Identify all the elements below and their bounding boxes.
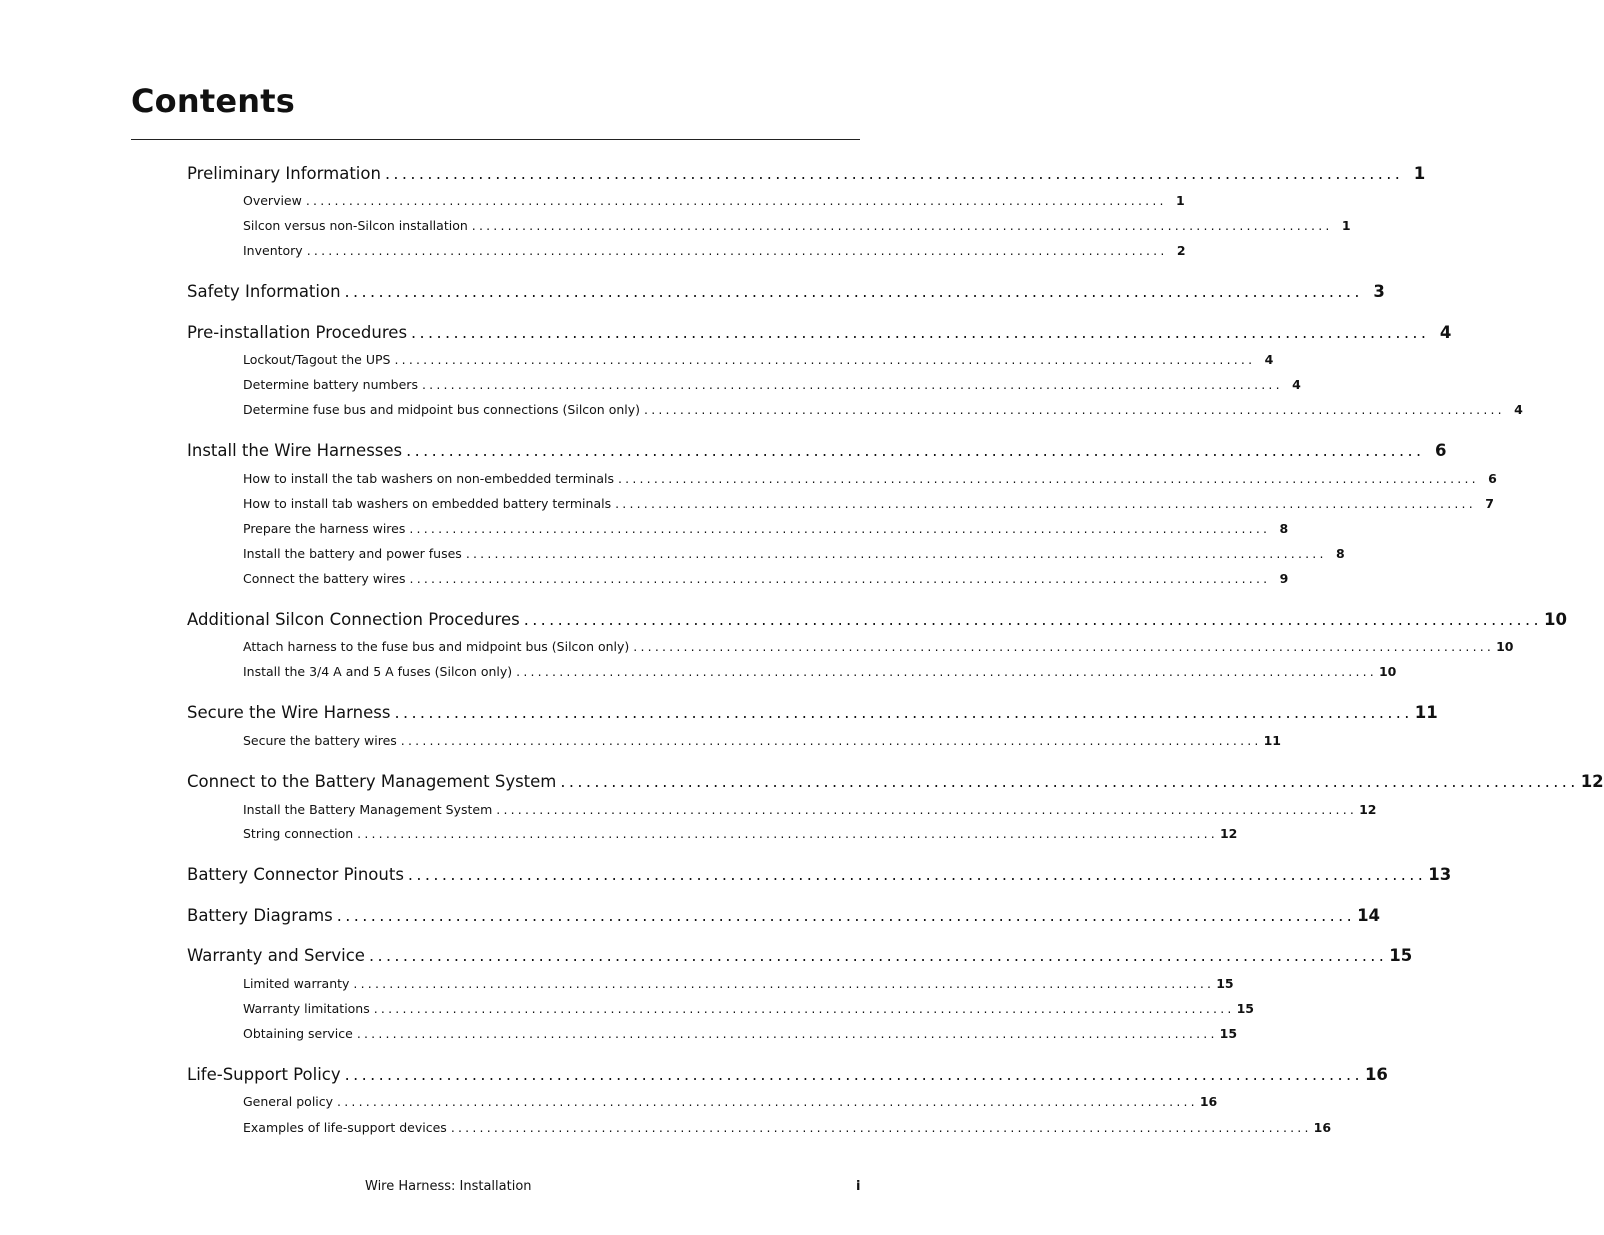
toc-entry-page-number: 4 xyxy=(1264,352,1274,367)
toc-entry-title: Connect to the Battery Management System xyxy=(187,772,557,791)
toc-entry-page-number: 16 xyxy=(1199,1094,1218,1109)
toc-section-entry[interactable] xyxy=(243,1120,1332,1135)
toc-entry-title: Determine battery numbers xyxy=(243,377,418,392)
toc-entry-title: Silcon versus non-Silcon installation xyxy=(243,218,468,233)
toc-entry-title: Install the 3/4 A and 5 A fuses (Silcon only) xyxy=(243,664,513,679)
toc-entry-title: Preliminary Information xyxy=(187,164,381,183)
toc-entry-title: General policy xyxy=(243,1094,334,1109)
toc-entry-page-number: 6 xyxy=(1488,471,1497,486)
dot-leader: ........................................................................................................................ xyxy=(337,1094,1198,1109)
dot-leader: ........................................................................................................................ xyxy=(617,471,1479,486)
page-title: Contents xyxy=(131,82,295,120)
toc-chapter-entry[interactable] xyxy=(187,1065,1388,1084)
dot-leader: ........................................................................................................................ xyxy=(373,1001,1235,1016)
toc-section-entry[interactable] xyxy=(243,1094,1218,1109)
toc-chapter-entry[interactable] xyxy=(187,772,1604,791)
toc-section-entry[interactable] xyxy=(243,571,1289,586)
dot-leader: ........................................................................................................................ xyxy=(523,610,1543,629)
toc-section-entry[interactable] xyxy=(243,243,1186,258)
toc-entry-page-number: 4 xyxy=(1292,377,1301,392)
toc-entry-title: Warranty limitations xyxy=(243,1001,370,1016)
toc-entry-title: Warranty and Service xyxy=(187,946,365,965)
toc-section-entry[interactable] xyxy=(243,826,1238,841)
dot-leader: ........................................................................................................................ xyxy=(560,772,1579,791)
toc-section-entry[interactable] xyxy=(243,471,1497,486)
toc-entry-title: Determine fuse bus and midpoint bus connections (Silcon only) xyxy=(243,402,641,417)
toc-section-entry[interactable] xyxy=(243,1026,1238,1041)
toc-entry-page-number: 16 xyxy=(1364,1065,1388,1084)
toc-section-entry[interactable] xyxy=(243,496,1494,511)
toc-entry-page-number: 12 xyxy=(1359,802,1377,817)
toc-chapter-entry[interactable] xyxy=(187,610,1567,629)
toc-entry-title: Secure the battery wires xyxy=(243,733,397,748)
toc-entry-page-number: 8 xyxy=(1335,546,1345,561)
toc-chapter-entry[interactable] xyxy=(187,164,1426,183)
toc-section-entry[interactable] xyxy=(243,802,1377,817)
title-divider xyxy=(131,139,860,140)
toc-entry-title: String connection xyxy=(243,826,354,841)
toc-entry-page-number: 15 xyxy=(1236,1001,1254,1016)
toc-entry-title: Install the Battery Management System xyxy=(243,802,493,817)
toc-entry-page-number: 10 xyxy=(1496,639,1514,654)
toc-chapter-entry[interactable] xyxy=(187,906,1381,925)
toc-section-entry[interactable] xyxy=(243,733,1282,748)
toc-entry-title: Battery Diagrams xyxy=(187,906,333,925)
toc-entry-page-number: 4 xyxy=(1514,402,1523,417)
toc-chapter-entry[interactable] xyxy=(187,323,1452,342)
dot-leader: ........................................................................................................................ xyxy=(353,976,1215,991)
toc-entry-title: Examples of life-support devices xyxy=(243,1120,447,1135)
toc-section-entry[interactable] xyxy=(243,976,1234,991)
dot-leader: ........................................................................................................................ xyxy=(409,521,1271,536)
footer-page-number: i xyxy=(856,1179,861,1194)
toc-entry-page-number: 3 xyxy=(1373,282,1385,301)
toc-chapter-entry[interactable] xyxy=(187,282,1385,301)
toc-entry-title: Inventory xyxy=(243,243,303,258)
dot-leader: ........................................................................................................................ xyxy=(633,639,1495,654)
toc-entry-page-number: 10 xyxy=(1544,610,1567,629)
dot-leader: ........................................................................................................................ xyxy=(336,906,1356,925)
toc-entry-title: Secure the Wire Harness xyxy=(187,703,391,722)
dot-leader: ........................................................................................................................ xyxy=(465,546,1327,561)
toc-chapter-entry[interactable] xyxy=(187,703,1438,722)
toc-entry-page-number: 1 xyxy=(1175,193,1185,208)
dot-leader: ........................................................................................................................ xyxy=(496,802,1358,817)
toc-section-entry[interactable] xyxy=(243,402,1523,417)
dot-leader: ........................................................................................................................ xyxy=(421,377,1283,392)
toc-entry-page-number: 12 xyxy=(1219,826,1238,841)
dot-leader: ........................................................................................................................ xyxy=(394,352,1256,367)
toc-entry-title: Prepare the harness wires xyxy=(243,521,406,536)
toc-entry-page-number: 8 xyxy=(1279,521,1289,536)
toc-entry-page-number: 1 xyxy=(1413,164,1426,183)
dot-leader: ........................................................................................................................ xyxy=(394,703,1413,722)
toc-entry-title: How to install tab washers on embedded battery terminals xyxy=(243,496,612,511)
toc-entry-title: Obtaining service xyxy=(243,1026,353,1041)
toc-section-entry[interactable] xyxy=(243,193,1185,208)
toc-chapter-entry[interactable] xyxy=(187,946,1413,965)
dot-leader: ........................................................................................................................ xyxy=(344,1065,1363,1084)
toc-entry-title: Lockout/Tagout the UPS xyxy=(243,352,391,367)
toc-entry-page-number: 15 xyxy=(1389,946,1413,965)
toc-entry-page-number: 10 xyxy=(1378,664,1397,679)
toc-entry-title: Life-Support Policy xyxy=(187,1065,341,1084)
toc-entry-page-number: 16 xyxy=(1313,1120,1332,1135)
toc-entry-page-number: 15 xyxy=(1219,1026,1238,1041)
toc-entry-page-number: 6 xyxy=(1434,441,1447,460)
dot-leader: ........................................................................................................................ xyxy=(407,865,1427,884)
toc-entry-title: Safety Information xyxy=(187,282,341,301)
toc-entry-page-number: 12 xyxy=(1580,772,1604,791)
toc-entry-page-number: 1 xyxy=(1341,218,1351,233)
toc-entry-title: Install the Wire Harnesses xyxy=(187,441,403,460)
toc-section-entry[interactable] xyxy=(243,218,1351,233)
toc-entry-page-number: 11 xyxy=(1263,733,1282,748)
toc-section-entry[interactable] xyxy=(243,521,1289,536)
dot-leader: ........................................................................................................................ xyxy=(384,164,1404,183)
toc-entry-title: How to install the tab washers on non-embedded terminals xyxy=(243,471,614,486)
toc-entry-page-number: 9 xyxy=(1279,571,1289,586)
toc-section-entry[interactable] xyxy=(243,664,1397,679)
toc-entry-page-number: 7 xyxy=(1485,496,1494,511)
dot-leader: ........................................................................................................................ xyxy=(306,243,1168,258)
dot-leader: ........................................................................................................................ xyxy=(344,282,1363,301)
toc-entry-title: Overview xyxy=(243,193,302,208)
toc-entry-title: Limited warranty xyxy=(243,976,350,991)
dot-leader: ........................................................................................................................ xyxy=(471,218,1333,233)
toc-section-entry[interactable] xyxy=(243,1001,1254,1016)
toc-chapter-entry[interactable] xyxy=(187,441,1447,460)
toc-entry-page-number: 2 xyxy=(1176,243,1186,258)
toc-entry-title: Connect the battery wires xyxy=(243,571,406,586)
dot-leader: ........................................................................................................................ xyxy=(516,664,1377,679)
toc-entry-title: Battery Connector Pinouts xyxy=(187,865,404,884)
toc-chapter-entry[interactable] xyxy=(187,865,1452,884)
dot-leader: ........................................................................................................................ xyxy=(356,1026,1218,1041)
toc-entry-title: Attach harness to the fuse bus and midpoint bus (Silcon only) xyxy=(243,639,630,654)
toc-entry-page-number: 15 xyxy=(1216,976,1234,991)
dot-leader: ........................................................................................................................ xyxy=(450,1120,1312,1135)
dot-leader: ........................................................................................................................ xyxy=(305,193,1167,208)
toc-section-entry[interactable] xyxy=(243,546,1345,561)
toc-entry-title: Additional Silcon Connection Procedures xyxy=(187,610,520,629)
toc-entry-page-number: 14 xyxy=(1357,906,1381,925)
toc-entry-page-number: 4 xyxy=(1439,323,1452,342)
dot-leader: ........................................................................................................................ xyxy=(368,946,1388,965)
toc-section-entry[interactable] xyxy=(243,377,1301,392)
dot-leader: ........................................................................................................................ xyxy=(409,571,1271,586)
dot-leader: ........................................................................................................................ xyxy=(411,323,1430,342)
toc-entry-title: Pre-installation Procedures xyxy=(187,323,408,342)
dot-leader: ........................................................................................................................ xyxy=(357,826,1218,841)
footer-document-title: Wire Harness: Installation xyxy=(365,1179,532,1194)
toc-section-entry[interactable] xyxy=(243,639,1514,654)
toc-entry-page-number: 13 xyxy=(1428,865,1452,884)
dot-leader: ........................................................................................................................ xyxy=(644,402,1505,417)
toc-section-entry[interactable] xyxy=(243,352,1274,367)
dot-leader: ........................................................................................................................ xyxy=(400,733,1262,748)
toc-entry-page-number: 11 xyxy=(1414,703,1438,722)
dot-leader: ........................................................................................................................ xyxy=(615,496,1476,511)
toc-entry-title: Install the battery and power fuses xyxy=(243,546,462,561)
dot-leader: ........................................................................................................................ xyxy=(406,441,1425,460)
